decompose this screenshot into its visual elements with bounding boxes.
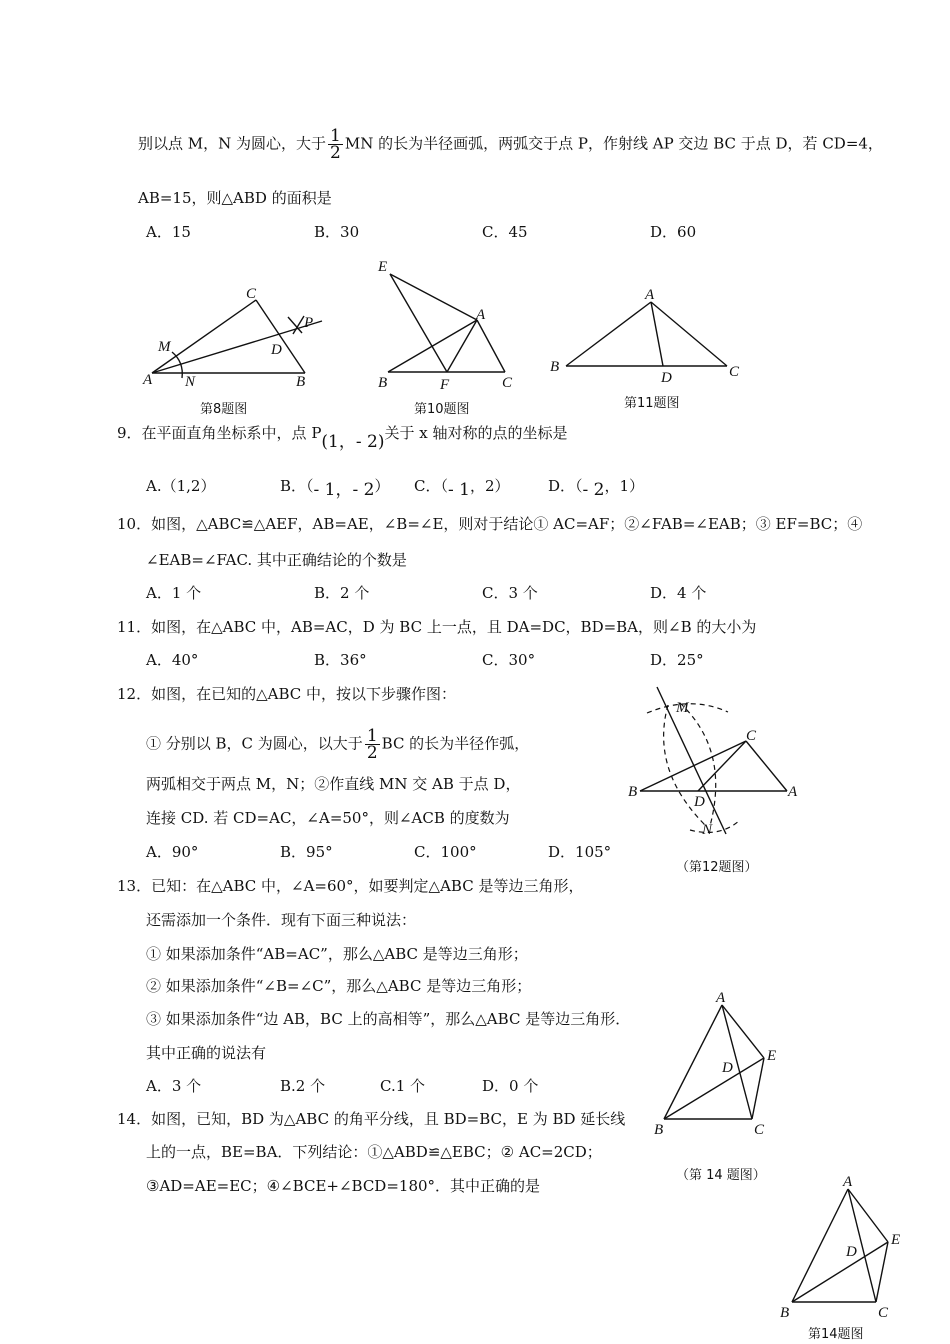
q12-option-c: C．100° <box>414 843 477 861</box>
fig8-label-b: B <box>296 374 306 390</box>
fig14a-label-b: B <box>654 1122 664 1138</box>
fig14a-label-c: C <box>754 1122 765 1138</box>
q8-text-a: 别以点 M，N 为圆心，大于 <box>138 134 327 153</box>
q14-stem-line3: ③AD=AE=EC；④∠BCE+∠BCD=180°．其中正确的是 <box>146 1177 541 1195</box>
q12-stem-line4: 连接 CD. 若 CD=AC，∠A=50°，则∠ACB 的度数为 <box>146 809 510 827</box>
fig8-label-n: N <box>185 374 196 390</box>
fig12-label-a: A <box>788 784 798 800</box>
q11-stem: 11．如图，在△ABC 中，AB=AC，D 为 BC 上一点，且 DA=DC，BD=BA，则∠B 的大小为 <box>117 618 757 636</box>
q8-text-b: MN 的长为半径画弧，两弧交于点 P，作射线 AP 交边 BC 于点 D，若 CD=4， <box>344 134 883 153</box>
q8-option-d: D．60 <box>650 223 697 241</box>
fig12-label-d: D <box>694 794 705 810</box>
fig14b-label-c: C <box>878 1305 889 1321</box>
q13-option-d: D．0 个 <box>482 1077 539 1095</box>
fig8-caption: 第8题图 <box>200 402 248 417</box>
q13-statement-3: ③ 如果添加条件“边 AB，BC 上的高相等”，那么△ABC 是等边三角形． <box>146 1010 631 1028</box>
fig12-label-b: B <box>628 784 638 800</box>
fig8-label-m: M <box>158 339 171 355</box>
q13-stem-line6: 其中正确的说法有 <box>146 1044 267 1062</box>
q11-option-c: C．30° <box>482 651 536 669</box>
q13-statement-2: ② 如果添加条件“∠B=∠C”，那么△ABC 是等边三角形； <box>146 977 532 995</box>
q13-option-b: B.2 个 <box>280 1077 326 1095</box>
q12-stem-line1: 12．如图，在已知的△ABC 中，按以下步骤作图： <box>117 685 457 703</box>
fig11-label-d: D <box>661 370 672 386</box>
q12-fraction: $\frac{1}{2}$ <box>366 726 378 763</box>
fig10-label-f: F <box>440 377 450 393</box>
fig10-label-a: A <box>476 307 486 323</box>
fig10-label-b: B <box>378 375 388 391</box>
q11-option-a: A．40° <box>146 651 199 669</box>
fig12-label-c: C <box>746 728 757 744</box>
q9-option-b: B．（- 1，- 2） <box>280 477 390 500</box>
fig11-label-a: A <box>645 287 655 303</box>
fig10-caption: 第10题图 <box>414 402 470 417</box>
q9-option-c: C．（- 1，2） <box>414 477 510 500</box>
q14-stem-line2: 上的一点，BE=BA．下列结论：①△ABD≌△EBC；② AC=2CD； <box>146 1143 602 1161</box>
q12-stem-line3: 两弧相交于两点 M，N；②作直线 MN 交 AB 于点 D， <box>146 775 521 793</box>
fig8-label-a: A <box>143 372 153 388</box>
fig14a-caption: （第 14 题图） <box>676 1168 766 1183</box>
fig12-label-n: N <box>702 822 713 838</box>
fig10-label-c: C <box>502 375 513 391</box>
q9-text-b: 关于 x 轴对称的点的坐标是 <box>384 424 568 442</box>
fig11-label-b: B <box>550 359 560 375</box>
fig14b-label-b: B <box>780 1305 790 1321</box>
q9-option-d: D．（- 2，1） <box>548 477 645 500</box>
q12-option-b: B．95° <box>280 843 333 861</box>
fig14a-label-e: E <box>767 1048 777 1064</box>
q10-stem-line2: ∠EAB=∠FAC. 其中正确结论的个数是 <box>146 551 407 569</box>
q8-option-c: C．45 <box>482 223 528 241</box>
fig8-label-p: P <box>304 315 314 331</box>
q8-fraction: $\frac{1}{2}$ <box>330 126 341 163</box>
q8-option-a: A．15 <box>146 223 191 241</box>
fig14b-caption: 第14题图 <box>808 1327 864 1342</box>
q8-option-b: B．30 <box>314 223 360 241</box>
q9-option-a: A.（1,2） <box>146 477 216 495</box>
fig11-caption: 第11题图 <box>624 396 680 411</box>
q13-option-a: A．3 个 <box>146 1077 202 1095</box>
q10-option-b: B．2 个 <box>314 584 370 602</box>
fig12-caption: （第12题图） <box>676 860 758 875</box>
q10-option-c: C．3 个 <box>482 584 538 602</box>
fig8-label-d: D <box>271 342 282 358</box>
fig14a-label-d: D <box>722 1060 733 1076</box>
q10-stem-line1: 10．如图，△ABC≌△AEF，AB=AE，∠B=∠E，则对于结论① AC=AF；②∠FAB=∠EAB；③ EF=BC；④ <box>117 515 863 533</box>
q12-option-a: A．90° <box>146 843 199 861</box>
fig8-label-c: C <box>246 286 257 302</box>
fig14a-label-a: A <box>716 990 726 1006</box>
fig14b-label-e: E <box>891 1232 901 1248</box>
q11-option-b: B．36° <box>314 651 367 669</box>
q9-point: (1，- 2) <box>321 432 385 452</box>
fig12-label-m: M <box>676 700 689 716</box>
q9-text-a: 9．在平面直角坐标系中，点 P <box>117 424 322 442</box>
q12-stem-line2: ① 分别以 B，C 为圆心，以大于 $\frac{1}{2}$ BC 的长为半径作弧， <box>146 726 530 763</box>
q13-option-c: C.1 个 <box>380 1077 426 1095</box>
q13-stem-line1: 13．已知：在△ABC 中，∠A=60°，如要判定△ABC 是等边三角形， <box>117 877 584 895</box>
fig10-label-e: E <box>378 259 388 275</box>
q10-option-d: D．4 个 <box>650 584 707 602</box>
q14-stem-line1: 14．如图，已知，BD 为△ABC 的角平分线，且 BD=BC，E 为 BD 延长线 <box>117 1110 626 1128</box>
q8-stem-line2: AB=15，则△ABD 的面积是 <box>138 189 332 207</box>
q13-statement-1: ① 如果添加条件“AB=AC”，那么△ABC 是等边三角形； <box>146 945 528 963</box>
fig14b-label-a: A <box>843 1174 853 1190</box>
q13-stem-line2: 还需添加一个条件．现有下面三种说法： <box>146 911 417 929</box>
fig11-label-c: C <box>729 364 740 380</box>
q11-option-d: D．25° <box>650 651 704 669</box>
fig14b-label-d: D <box>846 1244 857 1260</box>
q10-option-a: A．1 个 <box>146 584 202 602</box>
q12-option-d: D．105° <box>548 843 612 861</box>
